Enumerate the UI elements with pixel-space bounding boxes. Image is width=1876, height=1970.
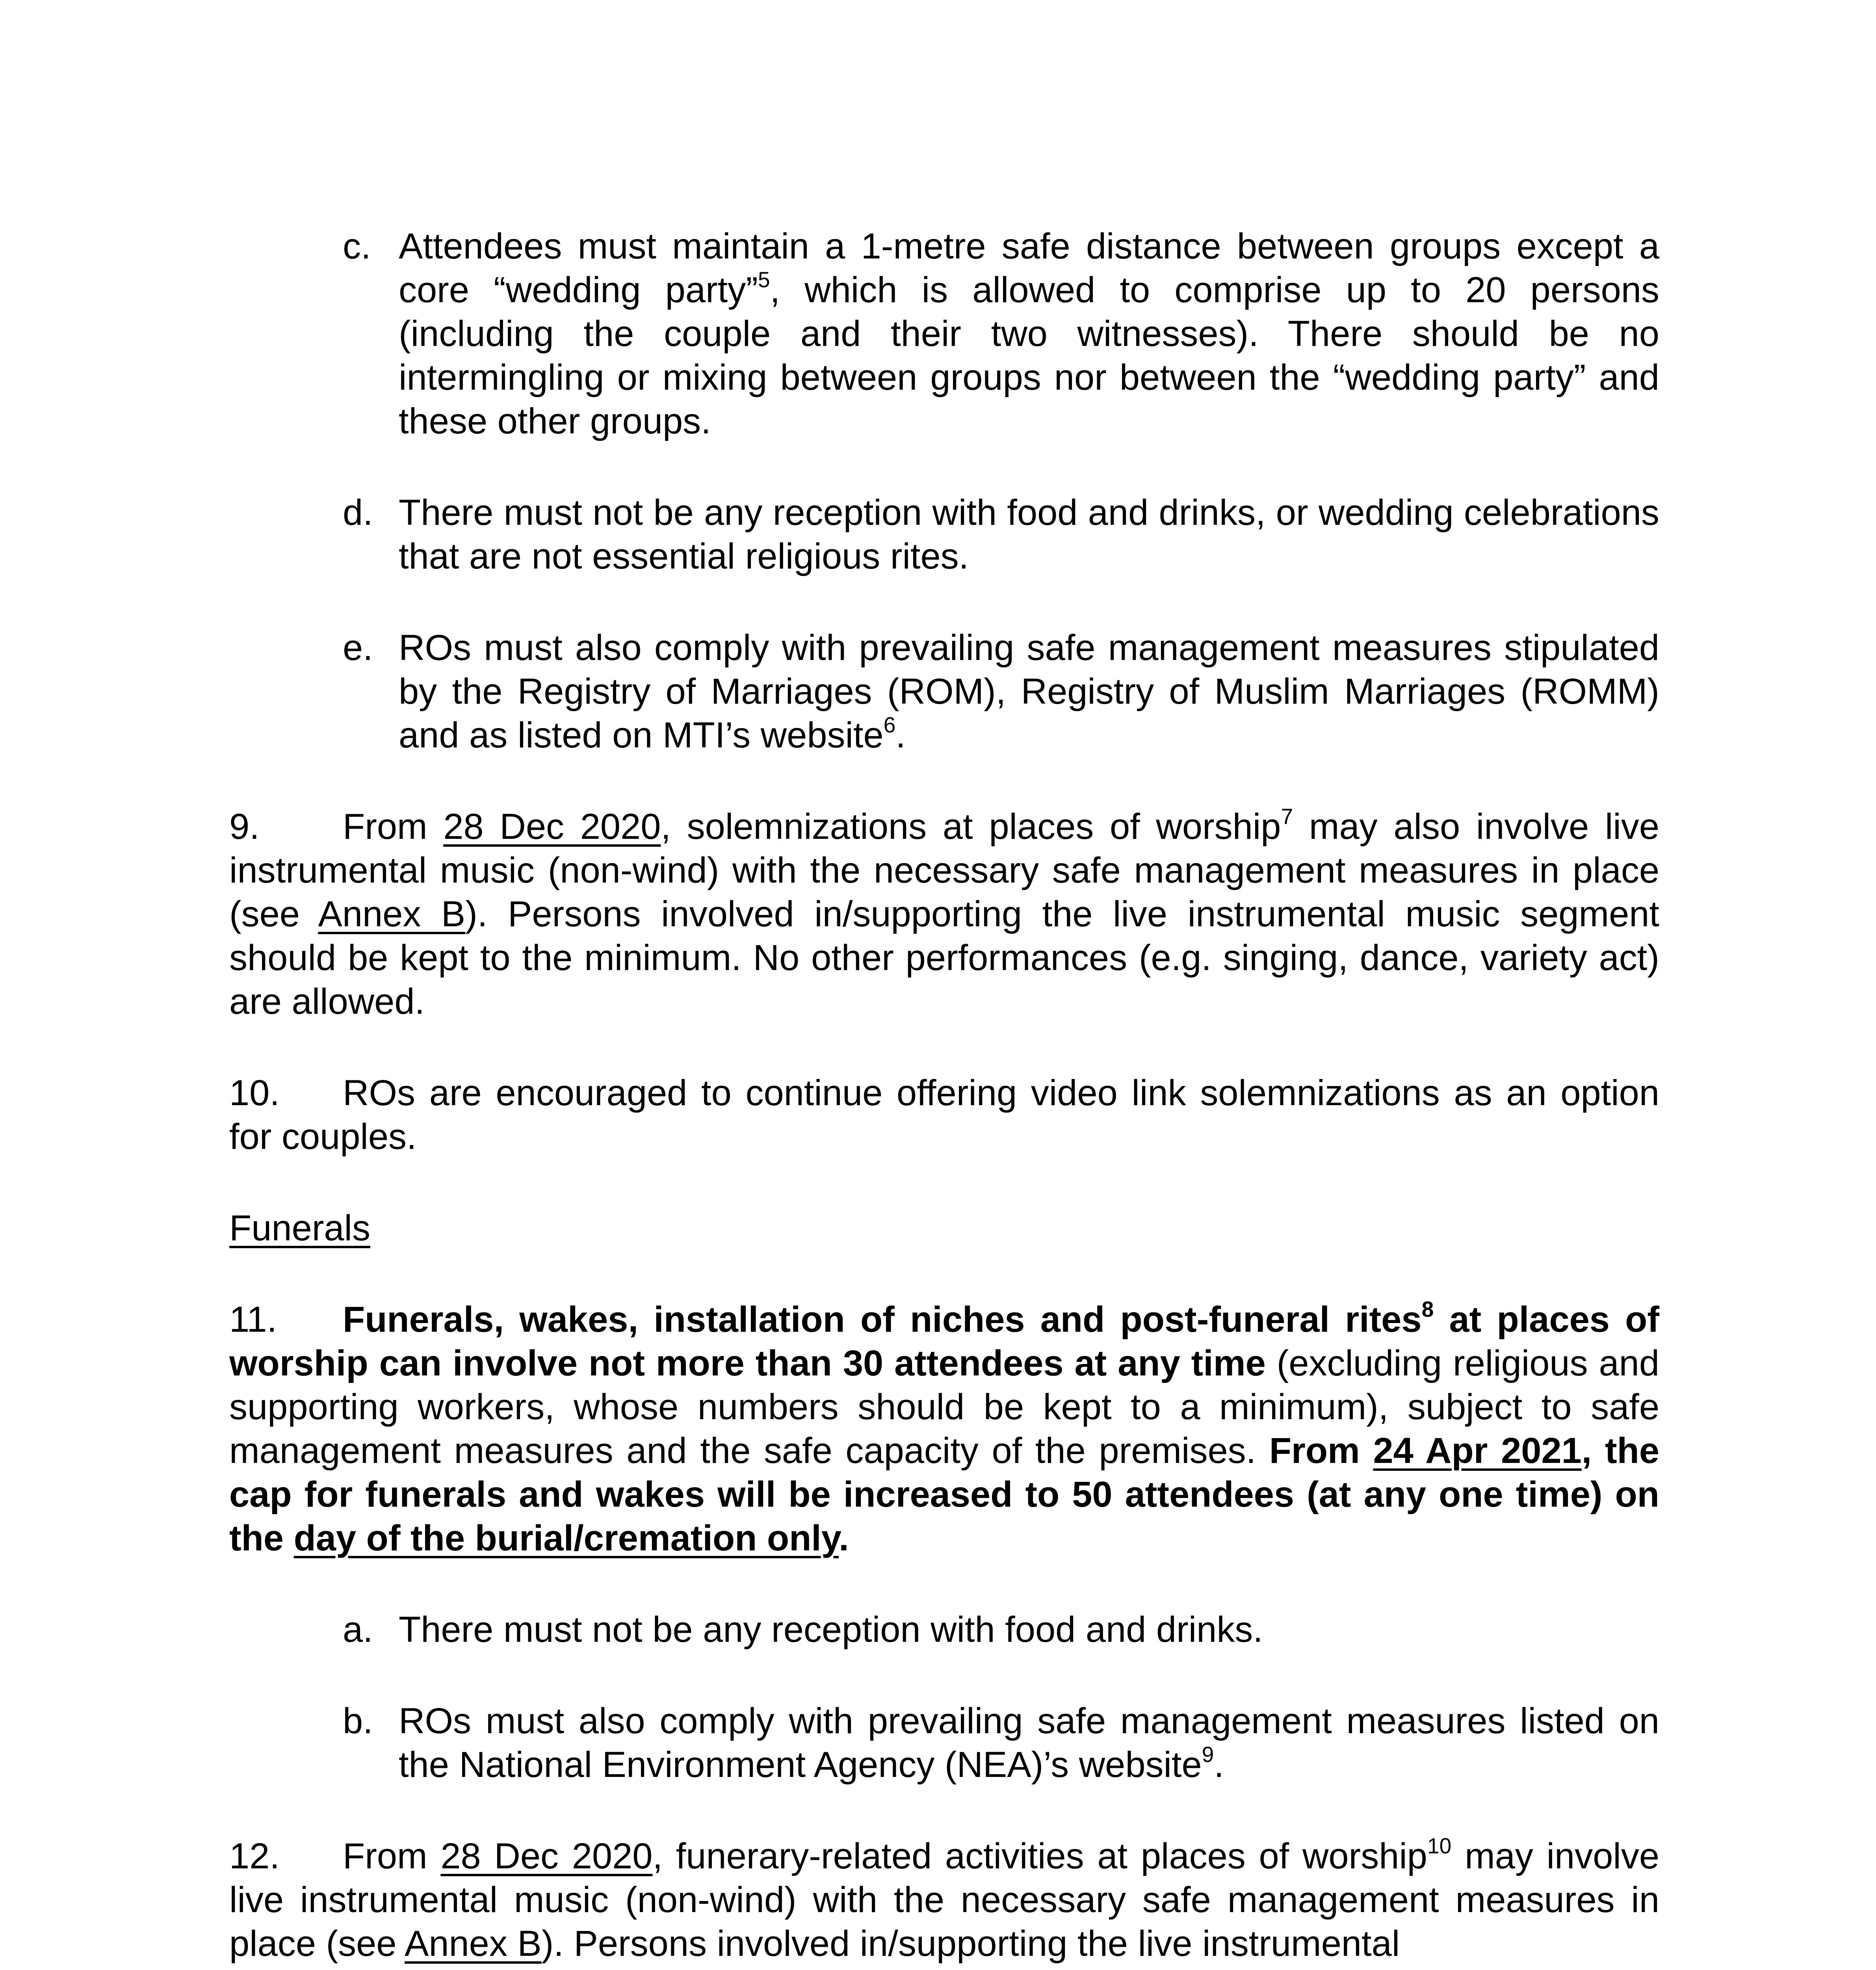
paragraph-number: 11. xyxy=(229,1299,277,1340)
list-item-b: b. ROs must also comply with prevailing safe management measures listed on the National Environment Agency (NEA)’s website$^9$. xyxy=(229,1699,1659,1787)
paragraph-12: 12. From 28 Dec 2020, funerary-related activities at places of worship$^{10}$ may involve live instrumental music (non-wind) with the necessary safe management measures in place (see Annex B). Persons involved in/supporting the live instrumental xyxy=(229,1834,1659,1964)
annex-reference[interactable]: Annex B xyxy=(318,894,466,934)
list-item-d: d. There must not be any reception with food and drinks, or wedding celebrations that are not essential religious rites. xyxy=(229,491,1659,578)
list-marker: d. xyxy=(343,492,373,533)
list-item-a: a. There must not be any reception with food and drinks. xyxy=(229,1608,1659,1652)
list-marker: b. xyxy=(343,1701,373,1741)
footnote-ref-9[interactable]: 9 xyxy=(1202,1742,1214,1767)
list-item-e: e. ROs must also comply with prevailing safe management measures stipulated by the Registry of Marriages (ROM), Registry of Muslim Marriages (ROMM) and as listed on MTI’s website$^6$. xyxy=(229,626,1659,757)
annex-reference[interactable]: Annex B xyxy=(404,1924,542,1964)
footnote-ref-5[interactable]: 5 xyxy=(758,268,770,292)
list-marker: c. xyxy=(343,226,371,266)
footnote-ref-6[interactable]: 6 xyxy=(883,713,896,737)
section-heading: Funerals xyxy=(229,1208,370,1248)
footnote-ref-10[interactable]: 10 xyxy=(1427,1834,1452,1858)
date-text: 24 Apr 2021 xyxy=(1373,1431,1582,1471)
date-text: 28 Dec 2020 xyxy=(443,807,661,847)
paragraph-number: 9. xyxy=(229,807,260,847)
paragraph-number: 10. xyxy=(229,1073,280,1113)
body-text xyxy=(229,225,1659,1966)
footnote-ref-8[interactable]: 8 xyxy=(1421,1297,1434,1321)
paragraph-10: 10. ROs are encouraged to continue offering video link solemnizations as an option for couples. xyxy=(229,1071,1659,1159)
paragraph-11: 11. Funerals, wakes, installation of niches and post-funeral rites$^8$ at places of worship can involve not more than 30 attendees at any time (excluding religious and supporting workers, whose numbers should be kept to a minimum), subject to safe management measures and the safe capacity of the premises. From 24 Apr 2021, the cap for funerals and wakes will be increased to 50 attendees (at any one time) on the day of the burial/cremation only. xyxy=(229,1297,1659,1558)
list-marker: e. xyxy=(343,628,373,668)
paragraph-number: 12. xyxy=(229,1836,280,1876)
emphasis-text: day of the burial/cremation only xyxy=(293,1518,839,1558)
list-item-c: c. Attendees must maintain a 1-metre safe distance between groups except a core “wedding party”$^5$, which is allowed to comprise up to 20 persons (including the couple and their two witnesses). There should be no intermingling or mixing between groups nor between the “wedding party” and these other groups. xyxy=(229,225,1659,443)
footnote-ref-7[interactable]: 7 xyxy=(1281,804,1293,829)
paragraph-9: 9. From 28 Dec 2020, solemnizations at places of worship$^7$ may also involve live instrumental music (non-wind) with the necessary safe management measures in place (see Annex B). Persons involved in/supporting the live instrumental music segment should be kept to the minimum. No other performances (e.g. singing, dance, variety act) are allowed. xyxy=(229,804,1659,1022)
date-text: 28 Dec 2020 xyxy=(440,1836,653,1876)
list-marker: a. xyxy=(343,1609,373,1650)
